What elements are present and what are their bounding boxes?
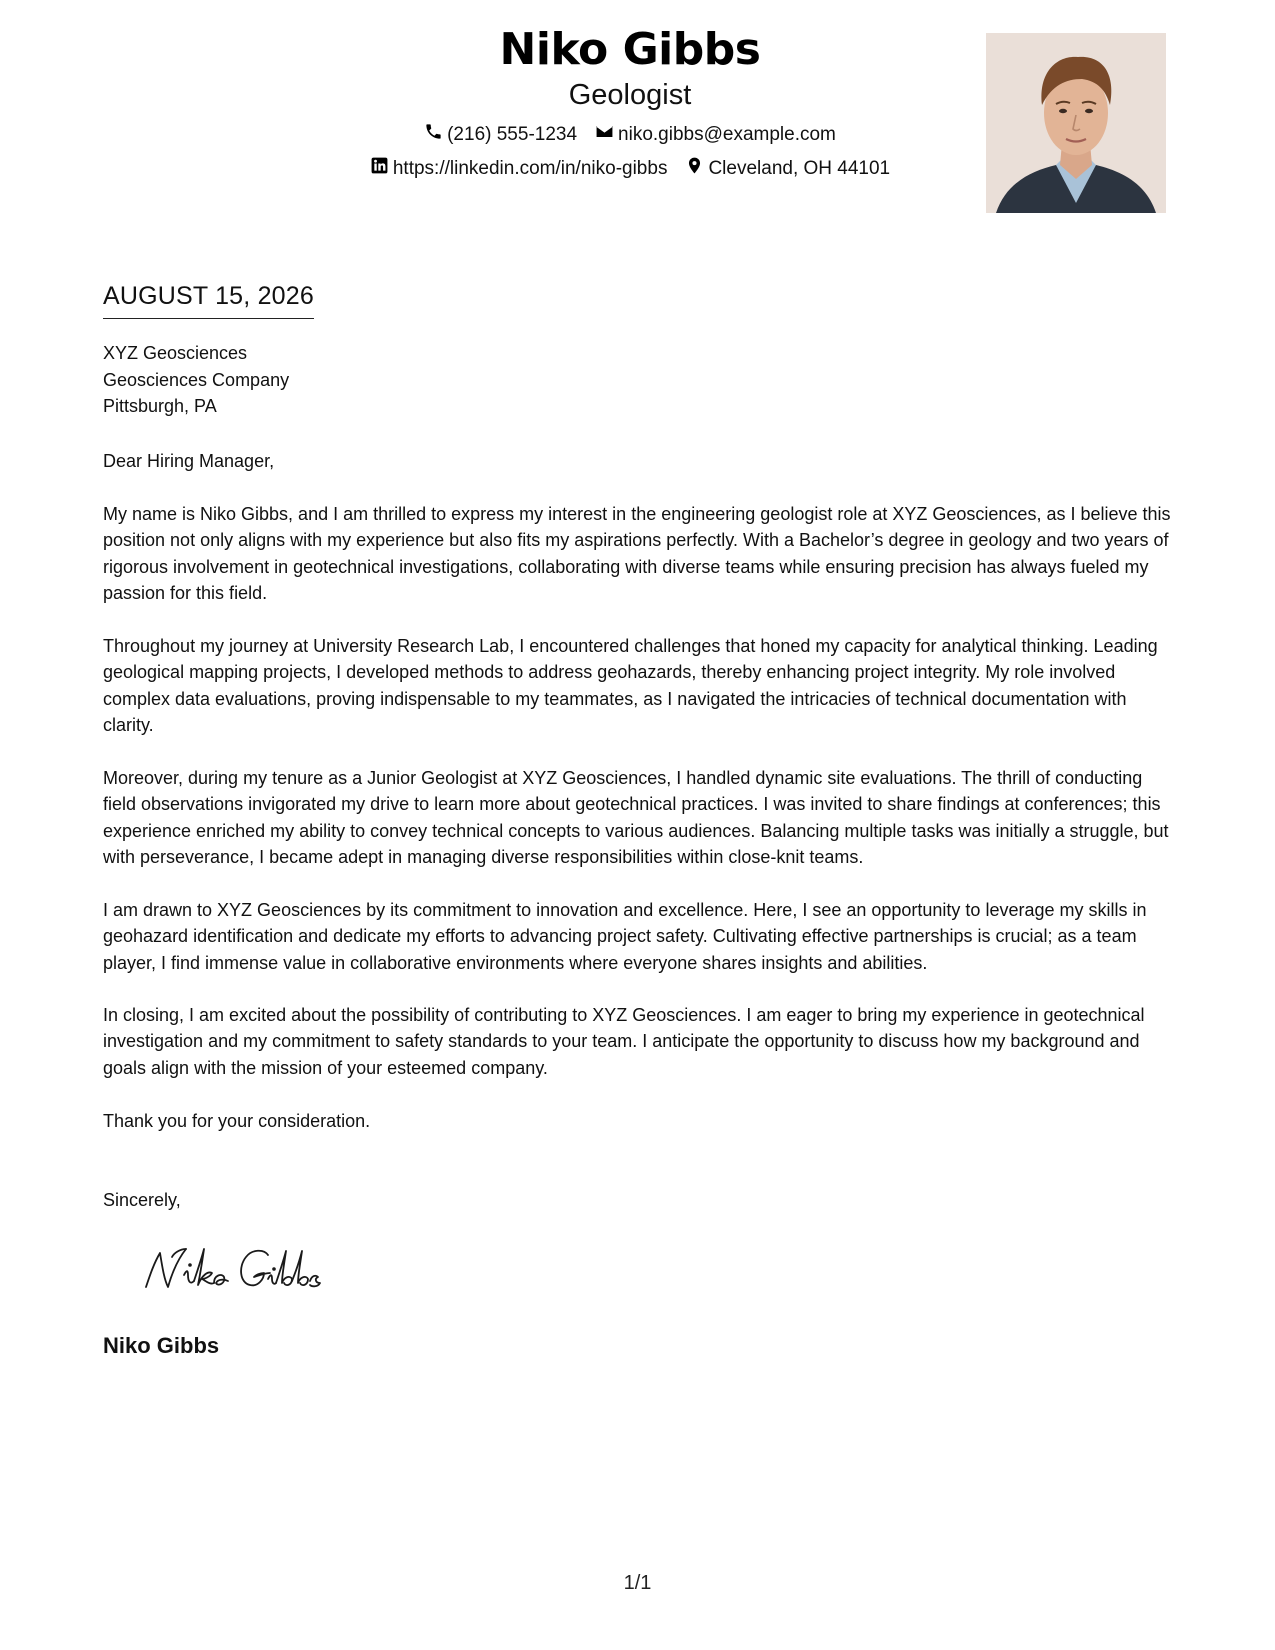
phone-icon: [424, 122, 443, 148]
body-paragraph: Moreover, during my tenure as a Junior Geologist at XYZ Geosciences, I handled dynamic site evaluations. The thrill of conducting field observations invigorated my drive to learn more about geotechnical practices. I was invited to share findings at conferences; this experience enriched my ability to convey technical concepts to various audiences. Balancing multiple tasks was initially a struggle, but with perseverance, I became adept in managing diverse responsibilities within close-knit teams.: [103, 768, 1169, 868]
recipient-location: Pittsburgh, PA: [103, 396, 217, 416]
page-number: 1/1: [623, 1572, 652, 1594]
location-contact: [685, 156, 890, 182]
contact-row-1: [330, 122, 930, 148]
map-pin-icon: [685, 156, 704, 182]
phone-contact: [424, 122, 577, 148]
signer-name: Niko Gibbs: [103, 1333, 220, 1358]
recipient-descriptor: Geosciences Company: [103, 369, 290, 390]
body-paragraph: My name is Niko Gibbs, and I am thrilled to express my interest in the engineering geologist role at XYZ Geosciences, as I believe this position not only aligns with my experience but also fits my aspirations perfectly. With a Bachelor’s degree in geology and two years of rigorous involvement in geotechnical investigations, collaborating with diverse teams while ensuring precision has always fueled my passion for this field.: [103, 504, 1171, 604]
email-contact[interactable]: [595, 122, 836, 148]
closing-line: Sincerely,: [103, 1190, 181, 1210]
body-paragraph: In closing, I am excited about the possibility of contributing to XYZ Geosciences. I am eager to bring my experience in geotechnical investigation and my commitment to safety standards to your team. I anticipate the opportunity to discuss how my background and goals align with the mission of your esteemed company.: [103, 1005, 1145, 1078]
letter-date: AUGUST 15, 2026: [103, 280, 314, 319]
handwritten-signature: [140, 1235, 340, 1305]
applicant-name: Niko Gibbs: [499, 24, 761, 75]
linkedin-contact[interactable]: [370, 156, 668, 182]
profile-photo: [986, 33, 1166, 213]
thanks-line: Thank you for your consideration.: [103, 1111, 371, 1131]
contact-row-2: [330, 156, 930, 182]
body-paragraph: I am drawn to XYZ Geosciences by its commitment to innovation and excellence. Here, I see an opportunity to leverage my skills in geohazard identification and dedicate my efforts to advancing project safety. Cultivating effective partnerships is crucial; as a team player, I find immense value in collaborative environments where everyone shares insights and abilities.: [103, 900, 1147, 973]
location-text: Cleveland, OH 44101: [708, 158, 891, 179]
envelope-icon: [595, 122, 614, 148]
recipient-block: [103, 340, 1178, 420]
linkedin-icon: [370, 156, 389, 182]
linkedin-url[interactable]: https://linkedin.com/in/niko-gibbs: [392, 158, 668, 179]
email-address[interactable]: niko.gibbs@example.com: [618, 124, 836, 145]
recipient-company: XYZ Geosciences: [103, 343, 248, 363]
header: [330, 22, 930, 182]
body-paragraph: Throughout my journey at University Research Lab, I encountered challenges that honed my capacity for analytical thinking. Leading geological mapping projects, I developed methods to address geohazards, thereby enhancing project integrity. My role involved complex data evaluations, proving indispensable to my teammates, as I navigated the intricacies of technical documentation with clarity.: [103, 636, 1158, 736]
job-title: Geologist: [568, 79, 692, 111]
phone-number: (216) 555-1234: [447, 124, 578, 145]
greeting: Dear Hiring Manager,: [103, 451, 275, 471]
